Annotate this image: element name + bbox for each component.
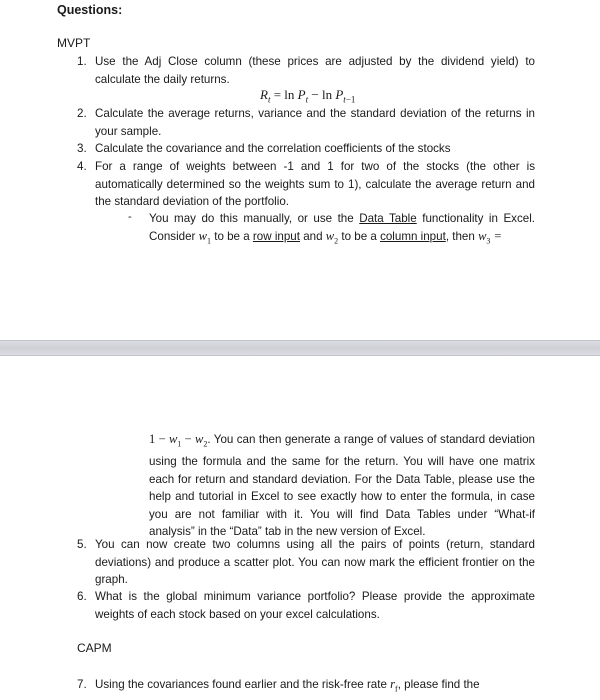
- question-item-5: [77, 536, 535, 589]
- returns-formula: $R_t = \ln P_t - \ln P_{t-1}$: [260, 87, 356, 105]
- question-item-2: [77, 105, 535, 140]
- question-item-4: [77, 158, 535, 211]
- page-break-divider: [0, 340, 600, 356]
- question-item-7: [77, 676, 535, 698]
- section-title-capm: CAPM: [77, 641, 112, 655]
- question-item-6: [77, 588, 535, 623]
- bullet-paragraph-part1: [149, 210, 535, 250]
- item-text: What is the global minimum variance portfolio? Please provide the approximate weights of each stock based on your excel calculations.: [95, 590, 535, 621]
- bullet-text: functionality in Excel. Consider: [149, 212, 536, 243]
- bullet-text: , then: [445, 229, 475, 243]
- data-table-link[interactable]: Data Table: [359, 212, 417, 225]
- item-text: Use the Adj Close column (these prices are adjusted by the dividend yield) to calculate the daily returns.: [95, 55, 535, 86]
- item-text: You can now create two columns using all the pairs of points (return, standard deviations) and produce a scatter plot. You can now mark the efficient frontier on the graph.: [95, 538, 535, 586]
- section-title-mvpt: MVPT: [57, 36, 91, 50]
- math-w3: $w_3$ =: [478, 228, 502, 245]
- item-number: 3.: [77, 142, 87, 155]
- math-one-minus-w1-minus-w2: $1 - w_1 - w_2$: [149, 432, 208, 449]
- bullet-paragraph-part2: [149, 431, 535, 541]
- column-input-link[interactable]: column input: [380, 229, 446, 243]
- item-number: 7.: [77, 678, 87, 691]
- bullet-dash: -: [128, 211, 132, 223]
- questions-heading: Questions:: [57, 3, 123, 17]
- bullet-text: to be a: [214, 229, 250, 243]
- item-text: , please find the: [397, 678, 480, 691]
- item-text: Calculate the average returns, variance and the standard deviation of the returns in your sample.: [95, 107, 535, 138]
- math-w2: $w_2$: [325, 228, 339, 245]
- item-text: Using the covariances found earlier and the risk-free rate: [95, 678, 387, 691]
- question-item-3: [77, 140, 535, 158]
- item-number: 2.: [77, 107, 87, 120]
- bullet-text: . You can then generate a range of values of standard deviation using the formula and the same for the return. You will have one matrix each for return and standard deviation. For the Data Table, please use the help and tutorial in Excel to see exactly how to enter the formula, in case you are not familiar with it. You will find Data Tables under “What-if analysis” in the “Data” tab in the new version of Excel.: [149, 433, 535, 538]
- bullet-text: to be a: [341, 229, 377, 243]
- bullet-text: You may do this manually, or use the: [149, 212, 354, 225]
- item-number: 4.: [77, 160, 87, 173]
- question-item-1: [77, 53, 535, 88]
- item-text: Calculate the covariance and the correlation coefficients of the stocks: [95, 142, 451, 155]
- bullet-text: and: [303, 229, 323, 243]
- item-number: 6.: [77, 590, 87, 603]
- item-number: 1.: [77, 55, 87, 68]
- item-text: For a range of weights between -1 and 1 for two of the stocks (the other is automatically determined so the weights sum to 1), calculate the average return and the standard deviation of the portfolio.: [95, 160, 535, 208]
- math-rf: $r_f$: [390, 677, 398, 694]
- math-w1: $w_1$: [198, 228, 211, 245]
- row-input-link[interactable]: row input: [252, 229, 300, 243]
- item-number: 5.: [77, 538, 87, 551]
